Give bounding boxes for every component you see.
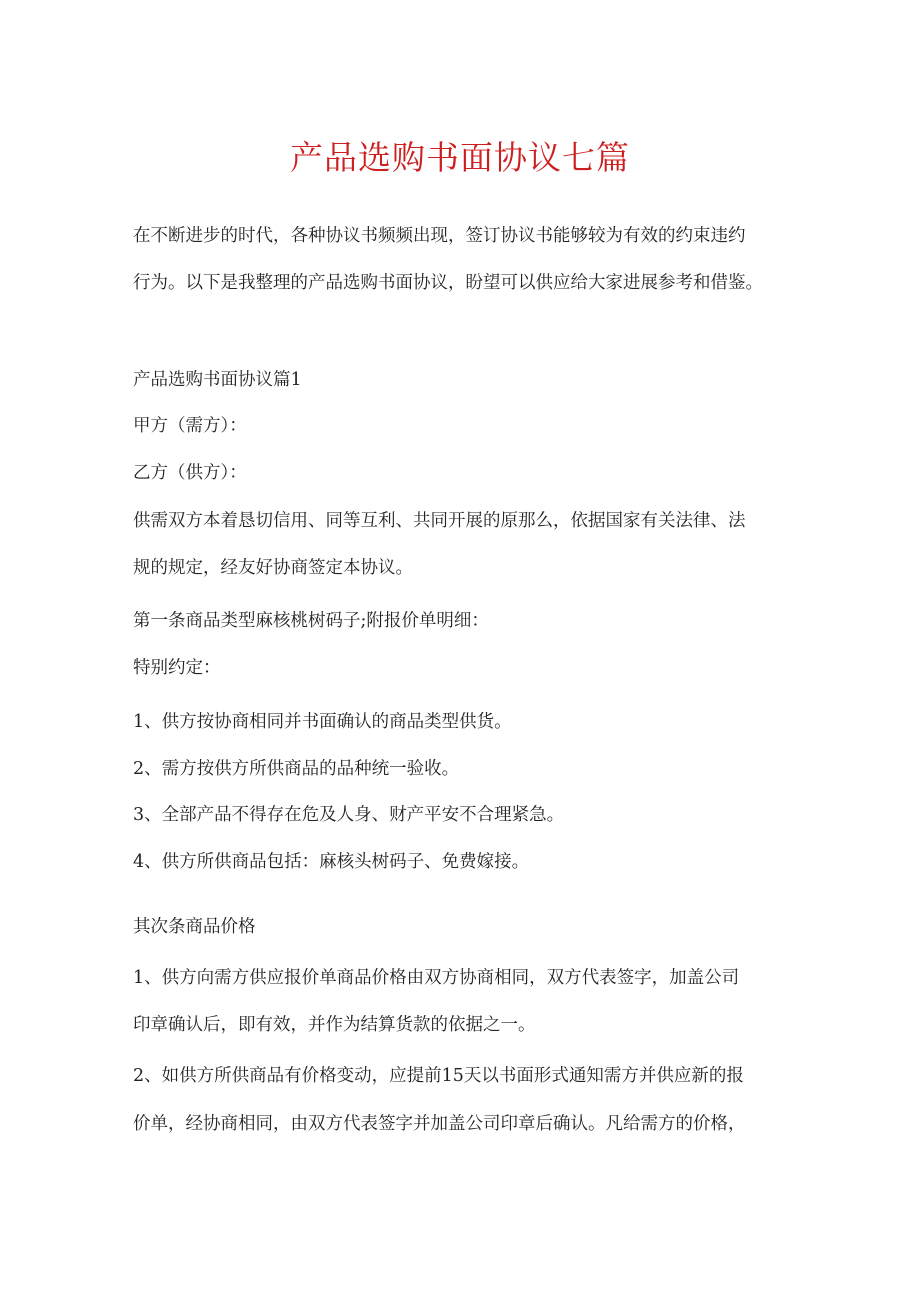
- intro-line-2: 行为。以下是我整理的产品选购书面协议，盼望可以供应给大家进展参考和借鉴。: [133, 273, 763, 293]
- special-item: 2、需方按供方所供商品的品种统一验收。: [133, 759, 460, 779]
- preamble-line-2: 规的规定，经友好协商签定本协议。: [133, 558, 413, 578]
- special-item: 3、全部产品不得存在危及人身、财产平安不合理紧急。: [133, 805, 565, 825]
- article-2-line: 2、如供方所供商品有价格变动，应提前15天以书面形式通知需方并供应新的报: [133, 1066, 744, 1086]
- intro-line-1: 在不断进步的时代，各种协议书频频出现，签订协议书能够较为有效的约束违约: [133, 226, 746, 246]
- special-title: 特别约定：: [133, 658, 221, 678]
- section-heading: 产品选购书面协议篇1: [133, 370, 302, 390]
- article-2-line: 印章确认后，即有效，并作为结算货款的依据之一。: [133, 1015, 536, 1035]
- special-item: 1、供方按协商相同并书面确认的商品类型供货。: [133, 712, 512, 732]
- party-a-label: 甲方（需方）：: [133, 416, 247, 436]
- article-1: 第一条商品类型麻核桃树码子;附报价单明细：: [133, 611, 489, 631]
- article-2-line: 1、供方向需方供应报价单商品价格由双方协商相同，双方代表签字，加盖公司: [133, 968, 740, 988]
- document-title: 产品选购书面协议七篇: [290, 138, 630, 177]
- article-2-line: 价单，经协商相同，由双方代表签字并加盖公司印章后确认。凡给需方的价格，: [133, 1114, 746, 1134]
- special-item: 4、供方所供商品包括：麻核头树码子、免费嫁接。: [133, 852, 530, 872]
- article-2-title: 其次条商品价格: [133, 917, 256, 937]
- preamble-line-1: 供需双方本着恳切信用、同等互利、共同开展的原那么，依据国家有关法律、法: [133, 511, 746, 531]
- party-b-label: 乙方（供方）：: [133, 463, 247, 483]
